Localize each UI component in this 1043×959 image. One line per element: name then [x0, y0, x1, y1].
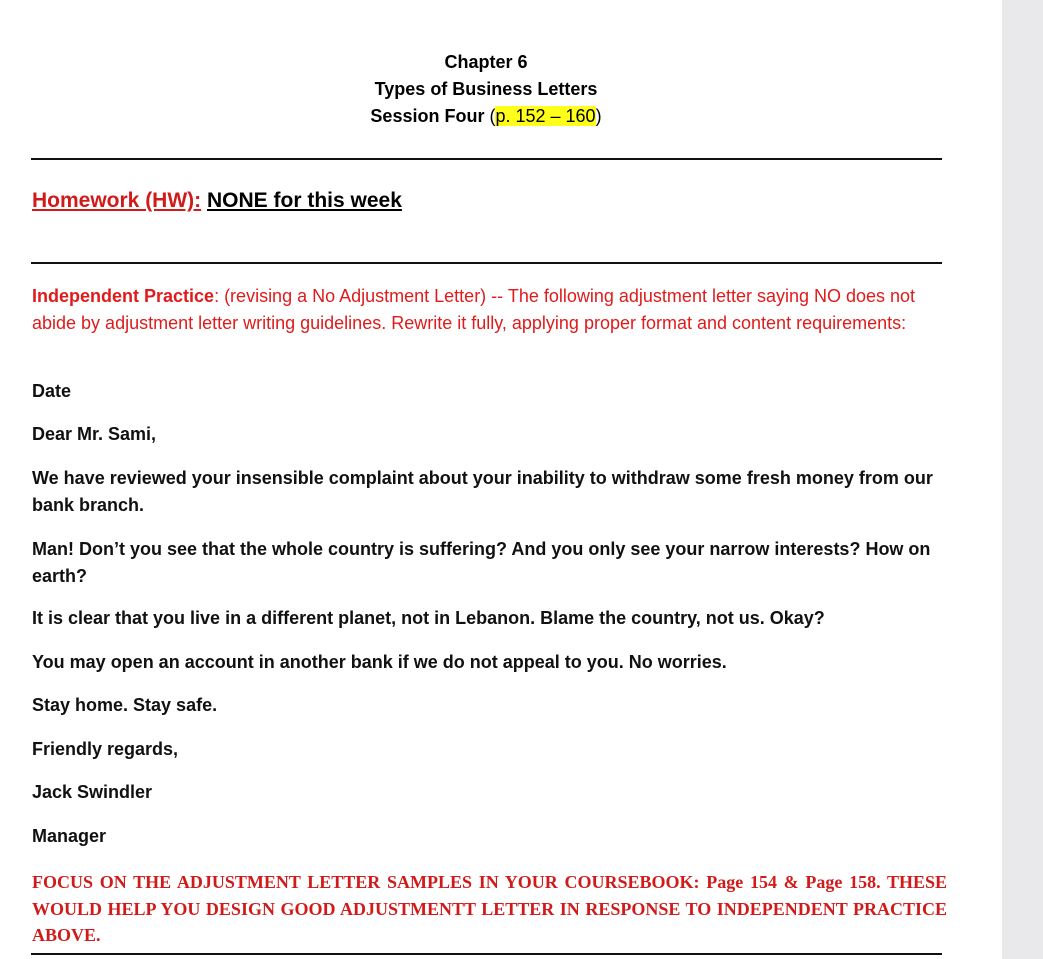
letter-paragraph-4: You may open an account in another bank if we do not appeal to you. No worries. — [32, 652, 727, 672]
page-range-highlight: p. 152 – 160 — [495, 106, 596, 126]
practice-label: Independent Practice — [32, 286, 215, 306]
homework-label: Homework (HW): — [32, 189, 202, 212]
letter-salutation: Dear Mr. Sami, — [32, 424, 157, 444]
viewer-scroll-gutter[interactable] — [1002, 0, 1043, 959]
letter-paragraph-1: We have reviewed your insensible complaint about your inability to withdraw some fresh money from our bank branch. — [32, 468, 933, 515]
letter-signer-name: Jack Swindler — [32, 782, 153, 802]
chapter-title: Chapter 6 — [444, 52, 528, 72]
close-paren: ) — [595, 106, 602, 126]
divider-middle — [31, 262, 942, 264]
letter-closing: Friendly regards, — [32, 739, 179, 759]
letter-paragraph-5: Stay home. Stay safe. — [32, 695, 218, 715]
chapter-subtitle: Types of Business Letters — [374, 79, 598, 99]
session-line — [0, 105, 972, 132]
divider-bottom — [31, 953, 942, 955]
homework-value: NONE for this week — [207, 189, 402, 212]
letter-paragraph-2: Man! Don’t you see that the whole country is suffering? And you only see your narrow interests? How on earth? — [32, 539, 931, 586]
homework-line — [32, 189, 402, 213]
divider-top — [31, 158, 942, 160]
independent-practice — [32, 283, 942, 336]
letter-date: Date — [32, 381, 72, 401]
session-text: Session Four — [370, 106, 485, 126]
letter-signer-title: Manager — [32, 826, 107, 846]
document-header — [0, 51, 972, 132]
letter-paragraph-3: It is clear that you live in a different planet, not in Lebanon. Blame the country, not us. Okay? — [32, 608, 825, 628]
open-paren: ( — [489, 106, 496, 126]
focus-note: FOCUS ON THE ADJUSTMENT LETTER SAMPLES IN YOUR COURSEBOOK: Page 154 & Page 158. THESE WOULD HELP YOU DESIGN GOOD ADJUSTMENTT LETTER IN RESPONSE TO INDEPENDENT PRACTICE ABOVE. — [32, 872, 947, 945]
practice-text: : (revising a No Adjustment Letter) -- The following adjustment letter saying NO does not abide by adjustment letter writing guidelines. Rewrite it fully, applying proper format and content requirements: — [32, 286, 916, 333]
